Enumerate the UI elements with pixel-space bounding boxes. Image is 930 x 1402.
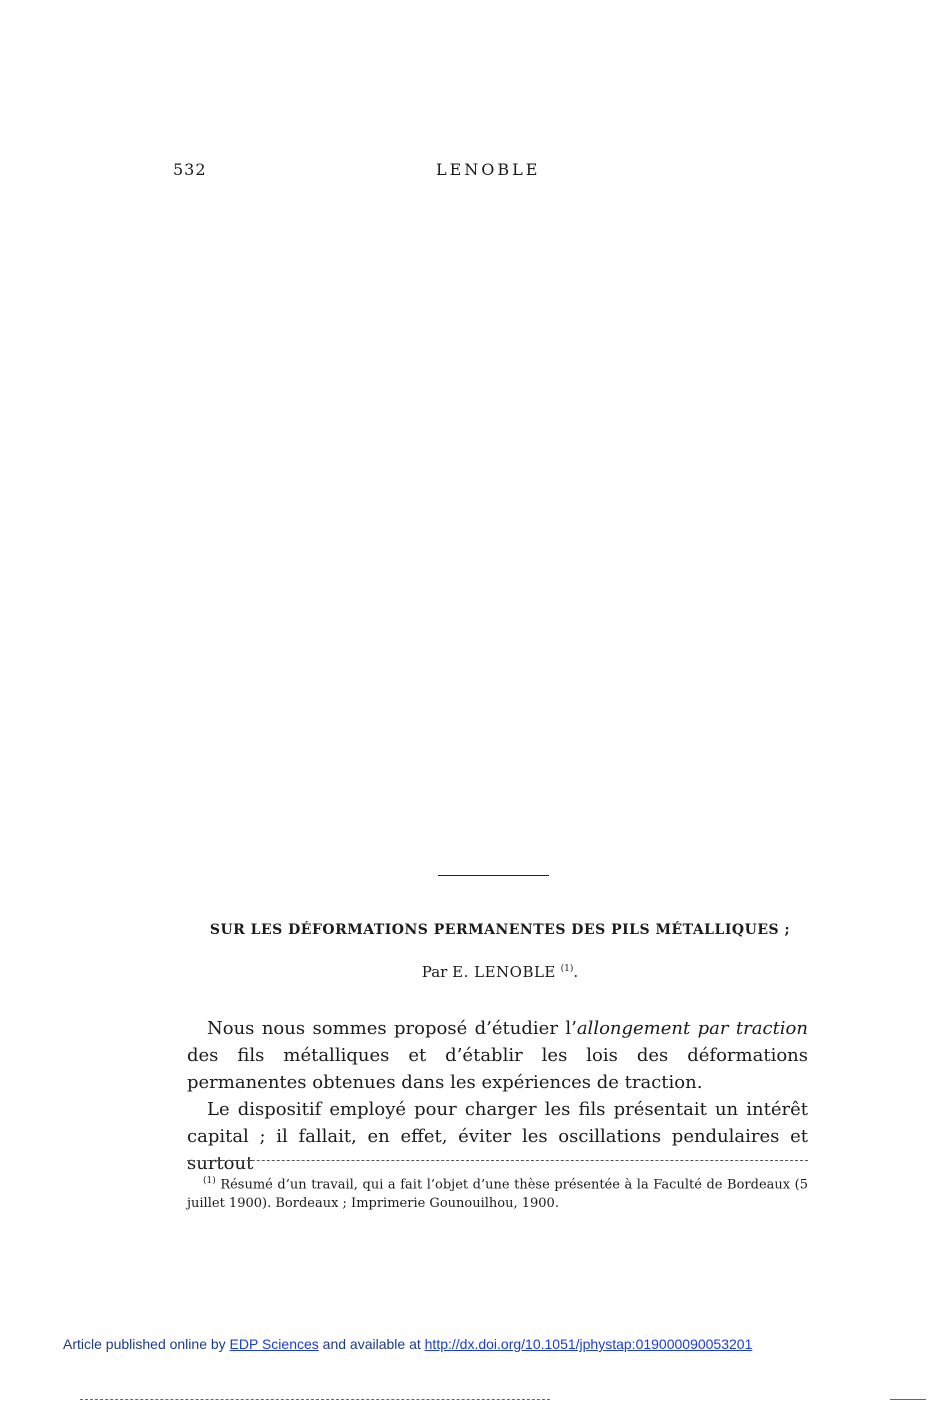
publisher-link[interactable]: EDP Sciences [229, 1336, 319, 1352]
article-title: SUR LES DÉFORMATIONS PERMANENTES DES PILS MÉTALLIQUES ; [209, 922, 791, 938]
footnote [187, 1172, 808, 1213]
footnote-text: Résumé d’un travail, qui a fait l’objet d’une thèse présentée à la Faculté de Bordeaux (5 juillet 1900). Bordeaux ; Imprimerie Gounouilhou, 1900. [187, 1177, 809, 1212]
doi-link[interactable]: http://dx.doi.org/10.1051/jphystap:019000090053201 [424, 1336, 753, 1352]
running-head-author: LENOBLE [436, 160, 541, 179]
byline-suffix: . [573, 963, 579, 981]
byline-prefix: Par [421, 963, 448, 981]
publication-banner: Article published online by EDP Sciences and available at http://dx.doi.org/10.1051/jphystap:019000090053201 [63, 1336, 753, 1352]
author-name: E. LENOBLE [452, 963, 556, 981]
article-body [187, 1015, 808, 1177]
bottom-rule [80, 1399, 550, 1400]
emphasis: allongement par traction [576, 1018, 808, 1039]
footnote-ref: (1) [560, 964, 574, 974]
paragraph: Nous nous sommes proposé d’étudier l’allongement par traction des fils métalliques et d’établir les lois des déformations permanentes obtenues dans les expériences de traction. [187, 1018, 808, 1093]
title-rule [438, 875, 549, 876]
page-number: 532 [173, 160, 207, 179]
footnote-rule [187, 1160, 808, 1161]
bottom-rule [890, 1399, 926, 1400]
byline [0, 963, 930, 981]
footnote-marker: (1) [203, 1176, 216, 1186]
paragraph: Le dispositif employé pour charger les fils présentait un intérêt capital ; il fallait, en effet, éviter les oscillations pendulaires et surtout [187, 1099, 808, 1174]
